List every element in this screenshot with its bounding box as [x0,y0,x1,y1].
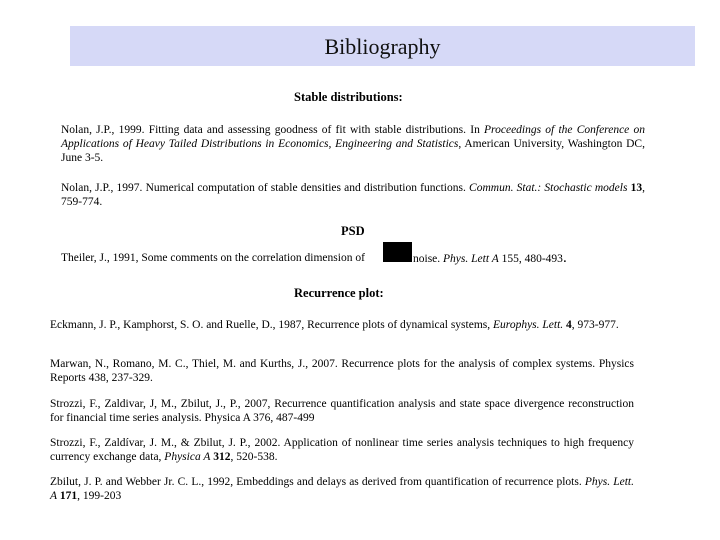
ref-text: Nolan, J.P., 1999. Fitting data and assessing goodness of fit with stable distributions. In [61,124,485,136]
ref-text: Eckmann, J. P., Kamphorst, S. O. and Ruelle, D., 1987, Recurrence plots of dynamical systems, [50,319,493,331]
reference-strozzi-2002 [50,436,634,464]
ref-rest: , 199-203 [77,490,122,502]
ref-venue: Phys. Lett. A [50,476,634,502]
reference-marwan-2007 [50,357,634,385]
ref-text: Theiler, J., 1991, Some comments on the correlation dimension of [61,252,365,264]
ref-venue: Europhys. Lett. [493,319,564,331]
reference-eckmann-1987 [50,318,634,332]
heading-recurrence-plot: Recurrence plot: [294,286,384,300]
ref-volume: 312 [213,451,231,463]
ref-rest: , American University, Washington DC, June 3-5. [61,138,645,164]
title-bar [70,26,695,66]
ref-venue: Commun. Stat.: Stochastic models [469,182,628,194]
ref-text: Nolan, J.P., 1997. Numerical computation of stable densities and distribution functions. [61,182,470,194]
ref-text: Strozzi, F., Zaldivar, J, M., Zbilut, J., P., 2007, Recurrence quantification analysis and state space divergence reconstruction for financial time series analysis. Physica A 376, 487-499 [50,398,634,424]
reference-theiler-part2 [413,251,567,266]
reference-strozzi-2007 [50,397,634,425]
ref-venue: Proceedings of the Conference on Applications of Heavy Tailed Distributions in Economics, Engineering and Statistics [61,124,645,150]
page-title: Bibliography [324,34,441,59]
ref-venue: Physica A [164,451,211,463]
ref-text: Marwan, N., Romano, M. C., Thiel, M. and Kurths, J., 2007. Recurrence plots for the analysis of complex systems. Physics Reports 438, 237-329. [50,358,634,384]
ref-venue: Phys. Lett A [443,253,499,265]
ref-rest: , 759-774. [61,182,645,208]
ref-volume: 171 [59,490,78,502]
ref-text: Strozzi, F., Zaldívar, J. M., & Zbilut, J. P., 2002. Application of nonlinear time series analysis techniques to high frequency currency exchange data, [50,437,634,463]
redacted-symbol-box [383,242,412,262]
ref-trailing-period: . [562,250,567,266]
reference-zbilut-1992 [50,475,634,503]
reference-theiler-part1 [61,251,365,265]
ref-text: Zbilut, J. P. and Webber Jr. C. L., 1992, Embeddings and delays as derived from quantification of recurrence plots. [50,476,585,488]
reference-nolan-1997 [61,181,645,209]
ref-rest: 155, 480-493 [498,253,563,265]
reference-nolan-1999 [61,123,645,165]
ref-text: noise. [413,253,444,265]
ref-rest: , 973-977. [571,319,619,331]
ref-volume: 4 [566,319,572,331]
heading-psd: PSD [341,224,365,238]
ref-rest: , 520-538. [230,451,278,463]
heading-stable-distributions: Stable distributions: [294,90,403,104]
ref-volume: 13 [630,182,643,194]
